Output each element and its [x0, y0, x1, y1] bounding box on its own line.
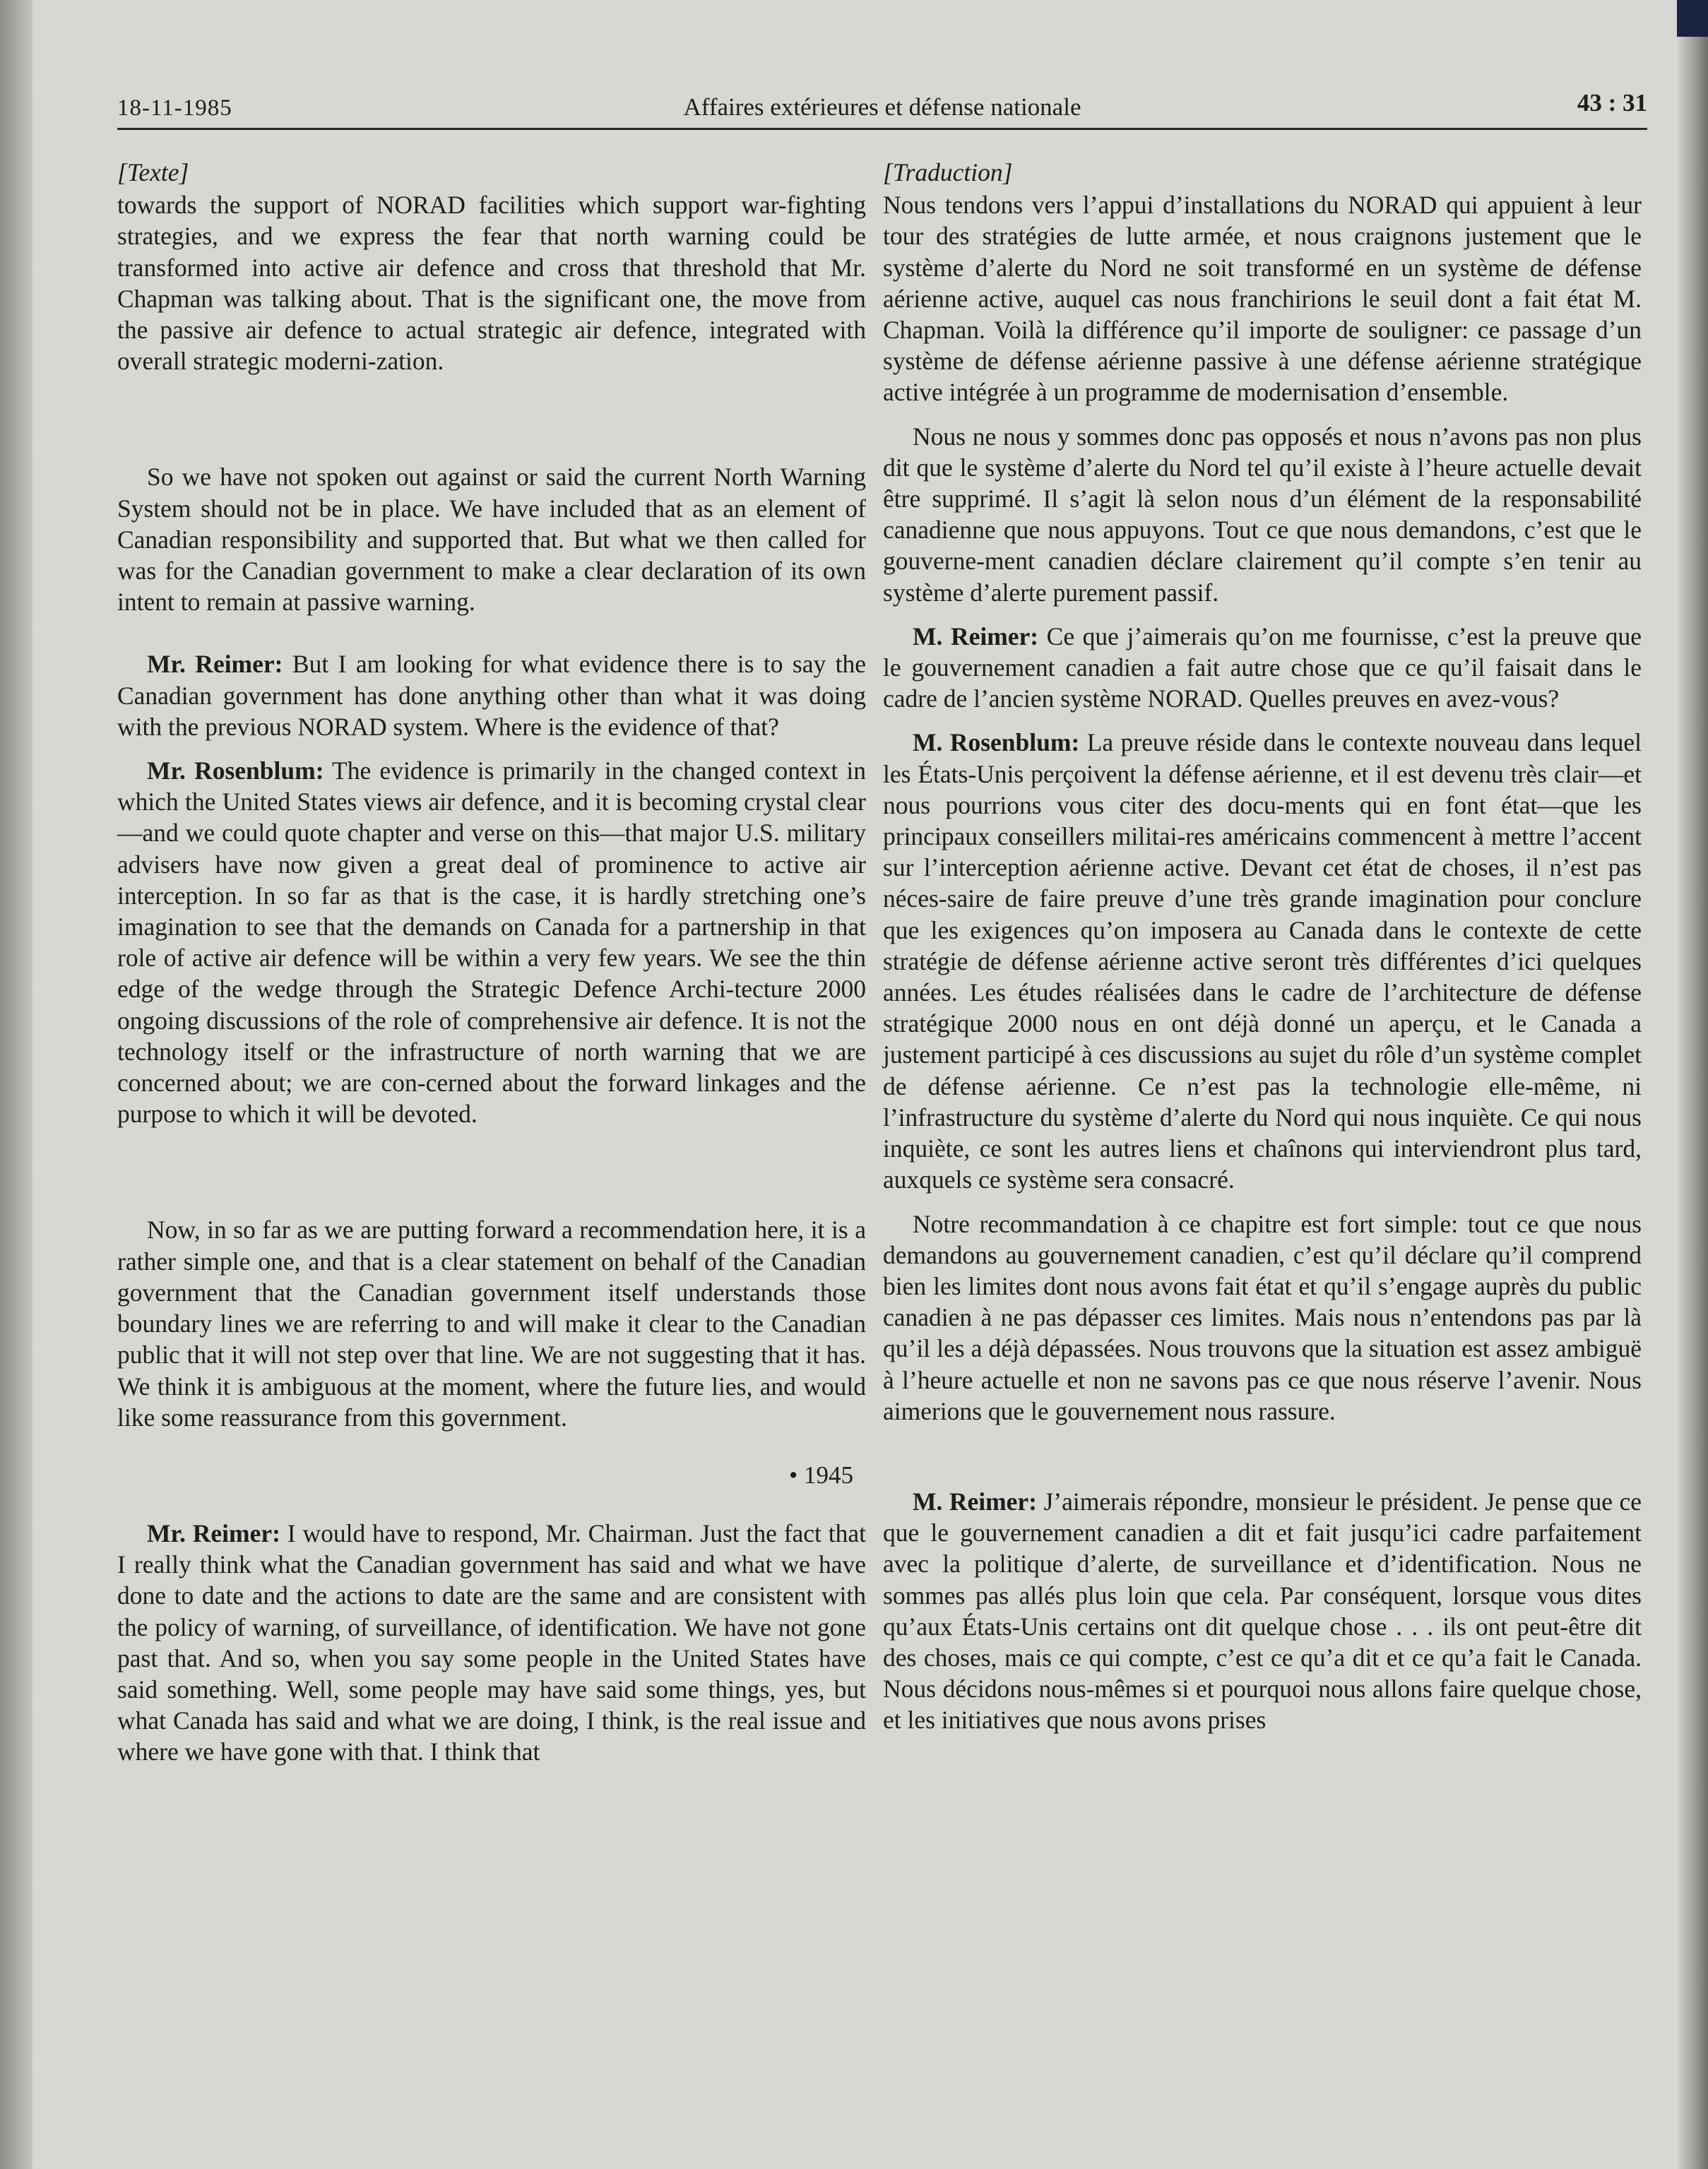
language-tag-texte: [117, 157, 866, 188]
scan-corner-mark: [1677, 0, 1708, 37]
speaker-name: Mr. Reimer:: [147, 1519, 280, 1547]
spacer: [883, 1427, 1642, 1486]
speech-reimer: [883, 1486, 1642, 1736]
spacer: [117, 742, 866, 755]
spacer: [117, 1129, 866, 1214]
language-tag-label: Texte: [126, 158, 179, 186]
bracket-close: ]: [1002, 158, 1013, 186]
paragraph-recommendation: Now, in so far as we are putting forward a recommendation here, it is a rather simple one, and that is a clear statement on behalf of the Canadian government that the Canadian government itself understands those boundary lines we are referring to and will make it clear to the Canadian public that it will not step over that line. We are not suggesting that it has. We think it is ambiguous at the moment, where the future lies, and would like some reassurance from this government.: [117, 1216, 866, 1432]
spacer: [117, 1497, 866, 1518]
spacer: [117, 1433, 866, 1454]
speech-text: Ce que j’aimerais qu’on me fournisse, c’est la preuve que le gouvernement canadien a fait autre chose que ce qu’il faisait dans le cadre de l’ancien système NORAD. Quelles preuves en avez-vous?: [883, 622, 1642, 713]
speaker-name: M. Reimer:: [913, 622, 1039, 650]
paragraph: Nous tendons vers l’appui d’installations du NORAD qui appuient à leur tour des stratégies de lutte armée, et nous craignons justement que le système d’alerte du Nord ne soit transformé en un système de défense aérienne active, auquel cas nous franchirions le seuil dont a fait état M. Chapman. Voilà la différence qu’il importe de souligner: ce passage d’un système de défense aérienne passive à une défense aérienne stratégique active intégrée à un programme de modernisation d’ensemble.: [883, 191, 1642, 407]
speaker-name: Mr. Rosenblum:: [147, 756, 324, 785]
page-header: [117, 73, 1647, 130]
language-tag-traduction: [883, 157, 1642, 188]
spacer: [883, 408, 1642, 421]
paragraph-recommendation: Notre recommandation à ce chapitre est fort simple: tout ce que nous demandons au gouvernement canadien, c’est qu’il déclare qu’il comprend bien les limites dont nous avons fait état et qu’il s’engage auprès du public canadien à ne pas dépasser ces limites. Mais nous n’entendons pas par là qu’il les a déjà dépassées. Nous trouvons que la situation est assez ambiguë à l’heure actuelle et non ne savons pas ce que nous réserve l’avenir. Nous aimerions que le gouvernement nous rassure.: [883, 1209, 1642, 1425]
speaker-name: M. Rosenblum:: [913, 728, 1080, 757]
scan-left-edge: [0, 0, 32, 2169]
left-column: [117, 157, 866, 1768]
speech-text: La preuve réside dans le contexte nouveau dans lequel les États-Unis perçoivent la défense aérienne, et il est devenu très clair—et nous pourrions vous citer des docu-ments qui en font état—que les principaux conseillers militai-res américains commencent à mettre l’accent sur l’interception aérienne active. Devant cet état de choses, il n’est pas néces-saire de faire preuve d’une très grande imagination pour conclure que les exigences qu’on imposera au Canada dans le contexte de cette stratégie de défense aérienne active seront très différentes d’ici quelques années. Les études réalisées dans le cadre de l’architecture de défense stratégique 2000 nous en ont déjà donné un aperçu, et le Canada a justement participé à ces discussions au sujet du rôle d’un système complet de défense aérienne. Ce n’est pas la technologie elle-même, ni l’infrastructure du système d’alerte du Nord qui nous inquiète. Ce qui nous inquiète, ce sont les autres liens et chaînons qui interviendront plus tard, auxquels ce système sera consacré.: [883, 728, 1642, 1194]
bracket-open: [: [883, 158, 893, 186]
paragraph: So we have not spoken out against or said the current North Warning System should not be in place. We have included that as an element of Canadian responsibility and supported that. But what we then called for was for the Canadian government to make a clear declaration of its own intent to remain at passive warning.: [117, 463, 866, 617]
spacer: [883, 1196, 1642, 1208]
right-column: [883, 157, 1642, 1736]
scan-right-edge: [1677, 0, 1708, 2169]
speech-reimer: [117, 648, 866, 742]
language-tag-label: Traduction: [892, 158, 1003, 186]
spacer: [117, 376, 866, 461]
header-title: Affaires extérieures et défense nationale: [683, 93, 1081, 121]
speech-rosenblum: [883, 727, 1642, 1195]
speech-text: But I am looking for what evidence there is to say the Canadian government has done anything other than what it was doing with the previous NORAD system. Where is the evidence of that?: [117, 650, 866, 741]
spacer: [883, 714, 1642, 727]
spacer: [883, 608, 1642, 621]
speaker-name: Mr. Reimer:: [147, 650, 283, 679]
speech-text: J’aimerais répondre, monsieur le président. Je pense que ce que le gouvernement canadien a dit et fait jusqu’ici cadre parfaitement avec la politique d’alerte, de surveillance et d’identification. Nous ne sommes pas allés plus loin que cela. Par conséquent, lorsque vous dites qu’aux États-Unis certains ont dit quelque chose . . . ils ont peut-être dit des choses, mais ce qui compte, c’est ce qu’a dit et ce qu’a fait le Canada. Nous décidons nous-mêmes si et pourquoi nous allons faire quelque chose, et les initiatives que nous avons prises: [883, 1487, 1642, 1735]
time-marker: • 1945: [788, 1461, 853, 1489]
speech-rosenblum: [117, 755, 866, 1129]
bracket-close: ]: [179, 158, 189, 186]
speech-text: I would have to respond, Mr. Chairman. Just the fact that I really think what the Canadian government has said and what we have done to date and the actions to date are the same and are consistent with the policy of warning, of surveillance, of identification. We have not gone past that. And so, when you say some people in the United States have said something. Well, some people may have said some things, yes, but what Canada has said and what we are doing, I think, is the real issue and where we have gone with that. I think that: [117, 1519, 866, 1766]
speech-reimer: [883, 621, 1642, 715]
speaker-name: M. Reimer:: [913, 1487, 1038, 1516]
paragraph: towards the support of NORAD facilities which support war-fighting strategies, and we express the fear that north warning could be transformed into active air defence and cross that threshold that Mr. Chapman was talking about. That is the significant one, the move from the passive air defence to actual strategic air defence, integrated with overall strategic moderni-zation.: [117, 191, 866, 376]
header-rule: [117, 128, 1647, 130]
header-date: 18-11-1985: [117, 95, 232, 121]
paragraph: Nous ne nous y sommes donc pas opposés et nous n’avons pas non plus dit que le système d’alerte du Nord tel qu’il existe à l’heure actuelle devait être supprimé. Il s’agit là selon nous d’un élément de la responsabilité canadienne que nous appuyons. Tout ce que nous demandons, c’est que le gouverne-ment canadien déclare clairement qu’il compte s’en tenir au système d’alerte purement passif.: [883, 422, 1642, 607]
header-page-number: 43 : 31: [1577, 89, 1647, 117]
spacer: [117, 617, 866, 648]
speech-text: The evidence is primarily in the changed context in which the United States views air defence, and it is becoming crystal clear—and we could quote chapter and verse on this—that major U.S. military advisers have now given a great deal of prominence to active air interception. In so far as that is the case, it is hardly stretching one’s imagination to see that the demands on Canada for a partnership in that role of active air defence will be within a very few years. We see the thin edge of the wedge through the Strategic Defence Archi-tecture 2000 ongoing discussions of the role of comprehensive air defence. It is not the technology itself or the infrastructure of north warning that we are concerned about; we are con-cerned about the forward linkages and the purpose to which it will be devoted.: [117, 756, 866, 1129]
bracket-open: [: [117, 158, 127, 186]
document-page: [32, 0, 1677, 2169]
speech-reimer: [117, 1518, 866, 1768]
